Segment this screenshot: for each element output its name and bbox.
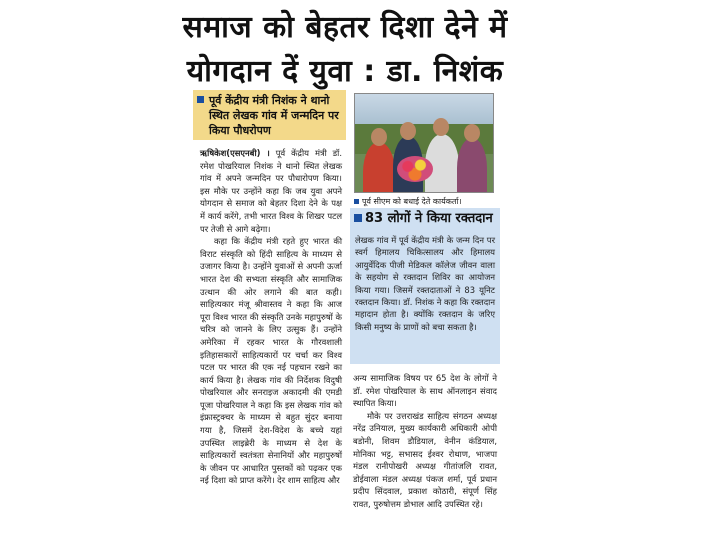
article-paragraph-3: अन्य सामाजिक विषय पर 65 देश के लोगों ने डॉ. रमेश पोखरियाल के साथ ऑनलाइन संवाद स्थापित किया।: [353, 373, 497, 409]
photo-caption-text: पूर्व सीएम को बधाई देते कार्यकर्ता।: [362, 197, 462, 206]
article-paragraph-2: कहा कि केंद्रीय मंत्री रहते हुए भारत की विराट संस्कृति को हिंदी साहित्य के माध्यम से उजागर किया है। उन्होंने युवाओं से अपनी ऊर्जा भारत देश की सभ्यता संस्कृति और सामाजिक उत्थान की ओर लगाने की बात कही। साहित्यकार मंजू श्रीवास्तव ने कहा कि आज पूरा विश्व भारत की संस्कृति उनके महापुरुषों के चरित्र को जानने के लिए उत्सुक हैं। उन्होंने अमेरिका में रहकर भारत के गौरवशाली इतिहासकारों साहित्यकारों पर चर्चा कर विश्व पटल पर भारत की एक नई पहचान रखने का कार्य किया है। लेखक गांव की निर्देशक विदुषी पोखरियाल और सनराइज अकादमी की एमडी पूजा पोखरियाल ने कहा कि इस लेखक गांव को इंफ्रास्ट्रक्चर के माध्यम से बहुत सुंदर बनाया गया है, जिसमें देश-विदेश के बच्चे यहां उपस्थित लाइब्रेरी के माध्यम से देश के साहित्यकारों स्वतंत्रता सेनानियों और महापुरुषों के जीवन पर आधारित पुस्तकों को पढ़कर एक नई दिशा को प्राप्त करेंगे। देर शाम साहित्य और: [200, 236, 342, 486]
square-bullet-icon: [197, 96, 204, 103]
person-head: [400, 122, 416, 140]
person-figure: [363, 142, 395, 193]
article-paragraph-4: मौके पर उत्तराखंड साहित्य संगठन अध्यक्ष नरेंद्र उनियाल, मुख्य कार्यकारी अधिकारी ओपी बडोनी, शिवम डौडियाल, वेनीन कंडियाल, मोनिका भट्ट, सभासद ईश्वर रोथाण, भाजपा मंडल रानीपोखरी अध्यक्ष गीतांजलि रावत, डोईवाला मंडल अध्यक्ष पंकज शर्मा, पूर्व प्रधान प्रदीप सिंदवाल, प्रकाश कोठारी, संपूर्ण सिंह रावत, पुरुषोत्तम डोभाल आदि उपस्थित रहे।: [353, 410, 497, 509]
person-head: [433, 118, 449, 136]
article-paragraph-1: [200, 147, 342, 235]
person-head: [371, 128, 387, 146]
article-column-2: [353, 372, 497, 511]
article-column-1: [200, 147, 342, 487]
sidebox-title: [354, 210, 496, 228]
square-bullet-icon: [354, 214, 362, 222]
person-figure: [457, 138, 487, 193]
subheadline-box: [193, 90, 346, 140]
sidebox-body: लेखक गांव में पूर्व केंद्रीय मंत्री के जन्म दिन पर स्वर्ग हिमालय चिकित्सालय और हिमालय आयुर्वेदिक पीजी मेडिकल कॉलेज जीवन वाला के सहयोग से रक्तदान शिविर का आयोजन किया गया। जिसमें रक्तदाताओं ने 83 यूनिट रक्तदान किया। डॉ. निशंक ने कहा कि रक्तदान महादान होता है। क्योंकि रक्तदान के जरिए किसी मनुष्य के प्राणों को बचा सकता है।: [350, 230, 500, 364]
subheadline: पूर्व केंद्रीय मंत्री निशंक ने थानो स्थित लेखक गांव में जन्मदिन पर किया पौधरोपण: [209, 94, 339, 137]
headline: [170, 6, 520, 94]
dateline: ऋषिकेश(एसएनबी) ।: [200, 148, 270, 158]
news-photo: [354, 93, 494, 193]
sidebox-title-text: 83 लोगों ने किया रक्तदान: [365, 211, 493, 226]
flower-bouquet: [397, 156, 433, 182]
headline-line-2: योगदान दें युवा : डा. निशंक: [186, 54, 504, 89]
person-head: [464, 124, 480, 142]
square-bullet-icon: [354, 199, 359, 204]
article-p1-text: पूर्व केंद्रीय मंत्री डॉ. रमेश पोखरियाल निशंक ने थानो स्थित लेखक गांव में अपने जन्मदिन पर पौधारोपण किया। इस मौके पर उन्होंने कहा कि जब युवा अपने योगदान से समाज को बेहतर दिशा देने के पक्ष में कार्य करेंगे, तभी भारत विश्व के शिखर पटल पर तेजी से आगे बढ़ेगा।: [200, 148, 342, 234]
headline-line-1: समाज को बेहतर दिशा देने में: [182, 10, 508, 45]
sidebox-header: [350, 208, 500, 230]
photo-caption: [354, 196, 494, 208]
